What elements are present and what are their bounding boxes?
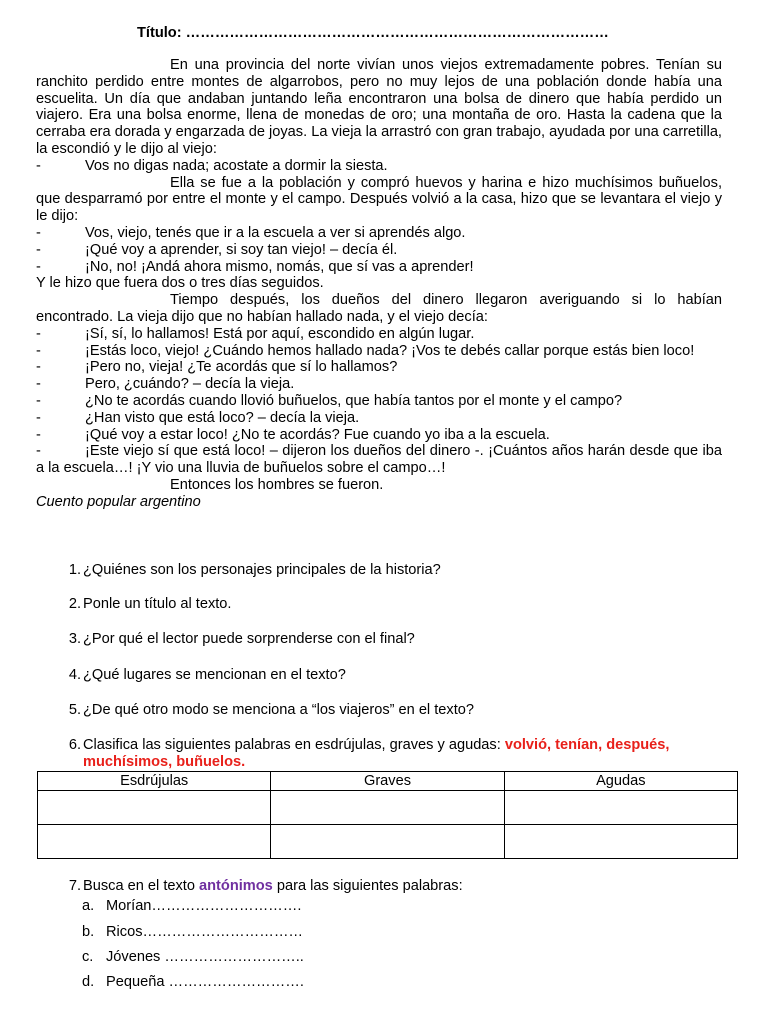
dialogue-line: - ¡Estás loco, viejo! ¿Cuándo hemos hallado nada? ¡Vos te debés callar porque estás bien loco! (36, 342, 695, 359)
dialogue-line: - ¿Han visto que está loco? – decía la vieja. (36, 409, 360, 426)
dialogue-line: - Vos no digas nada; acostate a dormir la siesta. (36, 157, 388, 174)
dialogue-line: - ¡Qué voy a aprender, si soy tan viejo! – decía él. (36, 241, 398, 258)
dialogue-line: - ¡No, no! ¡Andá ahora mismo, nomás, que sí vas a aprender! (36, 258, 474, 275)
dialogue-line: - ¡Qué voy a estar loco! ¿No te acordás? Fue cuando yo iba a la escuela. (36, 426, 550, 443)
title-line: Título: …………………………………………………………………………… (137, 25, 609, 41)
table-cell[interactable] (38, 825, 271, 859)
highlighted-words: muchísimos, buñuelos. (83, 754, 246, 770)
table-cell[interactable] (271, 791, 504, 825)
table-cell[interactable] (504, 825, 737, 859)
dialogue-line: - ¿No te acordás cuando llovió buñuelos, que había tantos por el monte y el campo? (36, 392, 623, 409)
table-cell[interactable] (504, 791, 737, 825)
story-paragraph: En una provincia del norte vivían unos viejos extremadamente pobres. Tenían su ranchito perdido entre montes de algarrobos, pero no muy lejos de una población donde había una escuelita. Un día que andaban juntando leña encontraron una bolsa de dinero que había perdido un viajero. Era una bolsa enorme, llena de monedas de oro; una montaña de oro. Hasta la cadena que la cerraba era dorada y engarzada de joyas. La vieja la arrastró con gran trabajo, ayudada por una carretilla, la escondió y le dijo al viejo: (36, 57, 722, 157)
story-text (36, 57, 722, 511)
highlighted-word: antónimos (199, 878, 273, 894)
dialogue-line: - ¡Pero no, vieja! ¿Te acordás que sí lo hallamos? (36, 359, 398, 376)
dialogue-line: - Vos, viejo, tenés que ir a la escuela a ver si aprendés algo. (36, 224, 466, 241)
table-cell[interactable] (271, 825, 504, 859)
dialogue-line: - Pero, ¿cuándo? – decía la vieja. (36, 376, 295, 393)
table-header: Agudas (504, 772, 737, 791)
story-paragraph: Entonces los hombres se fueron. (170, 476, 384, 493)
worksheet-page: Título: …………………………………………………………………………… En una provincia del norte vivían unos viejos extremadamente pobres. Tenían su ranchito perdido entre montes de algarrobos, pero no muy lejos de una población donde había una escuelita. Un día que andaban juntando leña encontraron una bolsa de dinero que había perdido un viajero. Era una bolsa enorme, llena de monedas de oro; una montaña de oro. Hasta la cadena que la cerraba era dorada y engarzada de joyas. La vieja la arrastró con gran trabajo, ayudada por una carretilla, la escondió y le dijo al viejo: - Vos no digas nada; acostate a dormir la siesta. Ella se fue a la población y compró huevos y harina e hizo muchísimos buñuelos, que desparramó por entre el monte y el campo. Después volvió a la casa, hizo que se levantara el viejo y le dijo: - Vos, viejo, tenés que ir a la escuela a ver si aprendés algo. - ¡Qué voy a aprender, si soy tan viejo! – decía él. - ¡No, no! ¡Andá ahora mismo, nomás, que sí vas a aprender! Y le hizo que fuera dos o tres días seguidos. Tiempo después, los dueños del dinero llegaron averiguando si lo habían encontrado. La vieja dijo que no habían hallado nada, y el viejo decía: - ¡Sí, sí, lo hallamos! Está por aquí, escondido en algún lugar. - ¡Estás loco, viejo! ¿Cuándo hemos hallado nada? ¡Vos te debés callar porque estás bien loco! - ¡Pero no, vieja! ¿Te acordás que sí lo hallamos? - Pero, ¿cuándo? – decía la vieja. - ¿No te acordás cuando llovió buñuelos, que había tantos por el monte y el campo? - ¿Han visto que está loco? – decía la vieja. - ¡Qué voy a estar loco! ¿No te acordás? Fue cuando yo iba a la escuela. - ¡Este viejo sí que está loco! – dijeron los dueños del dinero -. ¡Cuántos años harán desde que iba a la escuela…! ¡Y vio una lluvia de buñuelos sobre el campo…! Entonces los hombres se fueron. Cuento popular argentino 1. ¿Quiénes son los personajes principales de la historia? 2. Ponle un título al texto. 3. ¿Por qué el lector puede sorprenderse con el final? 4. ¿Qué lugares se mencionan en el texto? 5. ¿De qué otro modo se menciona a “los viajeros” en el texto? 6. Clasifica las siguientes palabras en esdrújulas, graves y agudas: volvió, tenían, después, muchísimos, buñuelos. 7. Busca en el texto antónimos para las siguientes palabras: Esdrújulas Graves Agudas a. Morían…………………………. b. Ricos…………………………… c. Jóvenes ……………………….. d. Pequeña ………………………. (0, 0, 768, 1024)
story-paragraph: Ella se fue a la población y compró huevos y harina e hizo muchísimos buñuelos, que desparramó por entre el monte y el campo. Después volvió a la casa, hizo que se levantara el viejo y le dijo: (36, 174, 722, 225)
table-header: Graves (271, 772, 504, 791)
story-paragraph: Y le hizo que fuera dos o tres días seguidos. (36, 275, 324, 292)
story-source: Cuento popular argentino (36, 493, 201, 510)
dialogue-line: - ¡Este viejo sí que está loco! – dijeron los dueños del dinero -. ¡Cuántos años harán desde que iba a la escuela…! ¡Y vio una lluvia de buñuelos sobre el campo…! (36, 443, 722, 477)
highlighted-words: volvió, tenían, después, (504, 737, 670, 753)
dialogue-line: - ¡Sí, sí, lo hallamos! Está por aquí, escondido en algún lugar. (36, 325, 475, 342)
story-paragraph: Tiempo después, los dueños del dinero llegaron averiguando si lo habían encontrado. La vieja dijo que no habían hallado nada, y el viejo decía: (36, 292, 722, 325)
classification-table (37, 771, 738, 859)
table-header: Esdrújulas (38, 772, 271, 791)
table-cell[interactable] (38, 791, 271, 825)
